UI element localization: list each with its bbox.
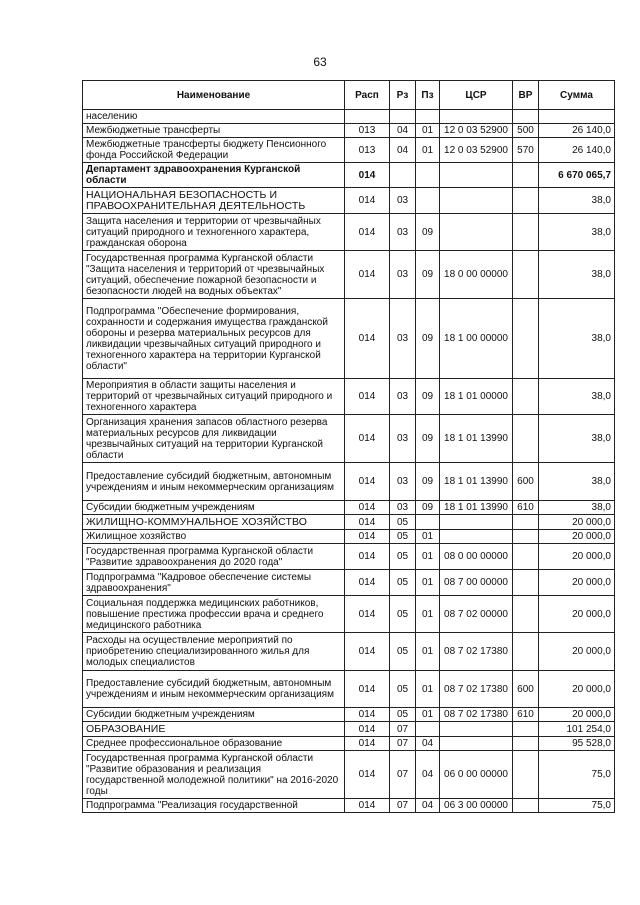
table-row (83, 251, 615, 299)
header-vr: ВР (513, 81, 539, 110)
cell-vr (513, 570, 539, 596)
cell-vr: 610 (513, 501, 539, 515)
table-row (83, 415, 615, 463)
cell-sum: 38,0 (539, 415, 615, 463)
table-row (83, 570, 615, 596)
cell-name: Межбюджетные трансферты (83, 124, 345, 138)
header-name: Наименование (83, 81, 345, 110)
cell-rz: 04 (390, 138, 416, 163)
cell-vr: 570 (513, 138, 539, 163)
cell-csr: 08 7 02 17380 (440, 671, 513, 708)
cell-rz: 07 (390, 751, 416, 799)
table-row (83, 671, 615, 708)
cell-vr (513, 751, 539, 799)
cell-csr: 18 1 01 00000 (440, 379, 513, 415)
cell-vr (513, 188, 539, 214)
cell-name: Государственная программа Курганской области "Защита населения и территорий от чрезвычайных ситуаций, обеспечение пожарной безопасности и безопасности людей на водных объектах" (83, 251, 345, 299)
cell-rz: 05 (390, 596, 416, 633)
cell-csr (440, 188, 513, 214)
cell-pz (416, 110, 440, 124)
cell-rz: 05 (390, 671, 416, 708)
cell-rz: 03 (390, 379, 416, 415)
cell-pz (416, 515, 440, 530)
cell-pz: 09 (416, 415, 440, 463)
cell-sum: 6 670 065,7 (539, 163, 615, 188)
cell-rasp: 013 (345, 124, 390, 138)
cell-pz: 01 (416, 570, 440, 596)
cell-vr (513, 251, 539, 299)
cell-name: Подпрограмма "Кадровое обеспечение системы здравоохранения" (83, 570, 345, 596)
cell-sum: 20 000,0 (539, 570, 615, 596)
cell-rasp: 014 (345, 633, 390, 671)
cell-vr (513, 110, 539, 124)
cell-sum: 20 000,0 (539, 530, 615, 544)
cell-vr (513, 737, 539, 751)
cell-name: Субсидии бюджетным учреждениям (83, 501, 345, 515)
cell-sum: 20 000,0 (539, 708, 615, 722)
cell-pz: 04 (416, 751, 440, 799)
cell-rasp: 013 (345, 138, 390, 163)
cell-rasp: 014 (345, 751, 390, 799)
cell-rz (390, 110, 416, 124)
cell-pz: 09 (416, 214, 440, 251)
cell-name: Расходы на осуществление мероприятий по приобретению специализированного жилья для молодых специалистов (83, 633, 345, 671)
cell-rasp: 014 (345, 163, 390, 188)
cell-pz: 01 (416, 596, 440, 633)
table-row (83, 124, 615, 138)
cell-name: Организация хранения запасов областного резерва материальных ресурсов для ликвидации чрезвычайных ситуаций на территории Курганской области (83, 415, 345, 463)
cell-sum: 38,0 (539, 501, 615, 515)
cell-pz: 09 (416, 379, 440, 415)
cell-csr (440, 214, 513, 251)
cell-pz (416, 163, 440, 188)
cell-vr (513, 544, 539, 570)
cell-rz: 05 (390, 633, 416, 671)
cell-name: Департамент здравоохранения Курганской области (83, 163, 345, 188)
cell-csr: 08 7 02 17380 (440, 708, 513, 722)
cell-sum: 20 000,0 (539, 633, 615, 671)
cell-name: Среднее профессиональное образование (83, 737, 345, 751)
cell-rz: 05 (390, 515, 416, 530)
cell-rz: 04 (390, 124, 416, 138)
cell-name: Жилищное хозяйство (83, 530, 345, 544)
cell-pz: 09 (416, 299, 440, 379)
cell-csr: 08 7 02 17380 (440, 633, 513, 671)
cell-rz: 07 (390, 722, 416, 737)
cell-csr (440, 163, 513, 188)
cell-pz: 01 (416, 124, 440, 138)
cell-csr: 08 7 00 00000 (440, 570, 513, 596)
table-row (83, 530, 615, 544)
cell-vr (513, 633, 539, 671)
table-row (83, 299, 615, 379)
cell-rasp: 014 (345, 570, 390, 596)
cell-csr: 12 0 03 52900 (440, 124, 513, 138)
cell-rz: 03 (390, 188, 416, 214)
cell-sum: 20 000,0 (539, 515, 615, 530)
cell-pz (416, 722, 440, 737)
cell-sum: 75,0 (539, 751, 615, 799)
table-row (83, 214, 615, 251)
cell-rz: 03 (390, 501, 416, 515)
cell-sum: 38,0 (539, 251, 615, 299)
cell-csr: 08 0 00 00000 (440, 544, 513, 570)
cell-rasp: 014 (345, 251, 390, 299)
cell-rasp: 014 (345, 515, 390, 530)
cell-rz: 05 (390, 570, 416, 596)
table-row (83, 138, 615, 163)
cell-sum: 38,0 (539, 379, 615, 415)
table-row (83, 163, 615, 188)
cell-sum: 38,0 (539, 214, 615, 251)
table-row (83, 737, 615, 751)
cell-name: населению (83, 110, 345, 124)
cell-name: ЖИЛИЩНО-КОММУНАЛЬНОЕ ХОЗЯЙСТВО (83, 515, 345, 530)
cell-sum: 20 000,0 (539, 671, 615, 708)
cell-sum: 101 254,0 (539, 722, 615, 737)
table-row (83, 188, 615, 214)
cell-rz: 03 (390, 299, 416, 379)
header-sum: Сумма (539, 81, 615, 110)
cell-vr (513, 299, 539, 379)
cell-pz: 01 (416, 671, 440, 708)
cell-vr (513, 214, 539, 251)
table-row (83, 463, 615, 501)
cell-vr (513, 722, 539, 737)
cell-name: Мероприятия в области защиты населения и территорий от чрезвычайных ситуаций природного и техногенного характера (83, 379, 345, 415)
cell-csr: 18 1 01 13990 (440, 501, 513, 515)
table-row (83, 544, 615, 570)
header-rasp: Расп (345, 81, 390, 110)
cell-pz: 01 (416, 633, 440, 671)
cell-pz: 09 (416, 251, 440, 299)
cell-csr: 18 0 00 00000 (440, 251, 513, 299)
cell-name: Государственная программа Курганской области "Развитие здравоохранения до 2020 года" (83, 544, 345, 570)
cell-csr: 18 1 01 13990 (440, 463, 513, 501)
cell-rasp: 014 (345, 501, 390, 515)
cell-rasp: 014 (345, 671, 390, 708)
cell-csr (440, 737, 513, 751)
cell-rz: 07 (390, 737, 416, 751)
cell-csr: 06 0 00 00000 (440, 751, 513, 799)
cell-csr (440, 515, 513, 530)
cell-pz: 01 (416, 530, 440, 544)
table-header-row (83, 81, 615, 110)
cell-rasp: 014 (345, 799, 390, 813)
table-row (83, 722, 615, 737)
cell-rasp: 014 (345, 708, 390, 722)
table-row (83, 515, 615, 530)
cell-rasp (345, 110, 390, 124)
cell-sum: 38,0 (539, 463, 615, 501)
cell-rasp: 014 (345, 188, 390, 214)
cell-rz: 07 (390, 799, 416, 813)
cell-rz: 05 (390, 530, 416, 544)
cell-csr: 06 3 00 00000 (440, 799, 513, 813)
cell-csr: 18 1 00 00000 (440, 299, 513, 379)
table-row (83, 379, 615, 415)
cell-rasp: 014 (345, 463, 390, 501)
cell-vr (513, 415, 539, 463)
cell-rz: 03 (390, 251, 416, 299)
cell-vr: 600 (513, 671, 539, 708)
cell-sum: 26 140,0 (539, 124, 615, 138)
cell-rasp: 014 (345, 530, 390, 544)
table-body (83, 110, 615, 813)
page-number: 63 (313, 55, 327, 69)
cell-pz: 09 (416, 463, 440, 501)
table-row (83, 751, 615, 799)
cell-pz: 04 (416, 737, 440, 751)
cell-name: Межбюджетные трансферты бюджету Пенсионного фонда Российской Федерации (83, 138, 345, 163)
cell-name: Подпрограмма "Реализация государственной (83, 799, 345, 813)
cell-name: Подпрограмма "Обеспечение формирования, сохранности и содержания имущества гражданской обороны и резерва материальных ресурсов для ликвидации чрезвычайных ситуаций природного и техногенного характера на территории Курганской области" (83, 299, 345, 379)
cell-vr: 610 (513, 708, 539, 722)
cell-rasp: 014 (345, 379, 390, 415)
cell-name: Предоставление субсидий бюджетным, автономным учреждениям и иным некоммерческим организациям (83, 671, 345, 708)
cell-sum: 20 000,0 (539, 544, 615, 570)
cell-csr (440, 722, 513, 737)
cell-name: ОБРАЗОВАНИЕ (83, 722, 345, 737)
table-row (83, 799, 615, 813)
cell-name: Социальная поддержка медицинских работников, повышение престижа профессии врача и среднего медицинского работника (83, 596, 345, 633)
cell-sum: 20 000,0 (539, 596, 615, 633)
cell-vr (513, 515, 539, 530)
cell-sum: 38,0 (539, 299, 615, 379)
cell-vr (513, 596, 539, 633)
cell-name: НАЦИОНАЛЬНАЯ БЕЗОПАСНОСТЬ И ПРАВООХРАНИТЕЛЬНАЯ ДЕЯТЕЛЬНОСТЬ (83, 188, 345, 214)
cell-rasp: 014 (345, 299, 390, 379)
cell-pz: 01 (416, 708, 440, 722)
cell-sum: 75,0 (539, 799, 615, 813)
cell-rasp: 014 (345, 214, 390, 251)
cell-rasp: 014 (345, 737, 390, 751)
cell-vr (513, 163, 539, 188)
cell-pz: 01 (416, 544, 440, 570)
cell-csr: 08 7 02 00000 (440, 596, 513, 633)
cell-rasp: 014 (345, 722, 390, 737)
table-row (83, 596, 615, 633)
cell-sum: 95 528,0 (539, 737, 615, 751)
cell-rasp: 014 (345, 544, 390, 570)
cell-name: Государственная программа Курганской области "Развитие образования и реализация государственной молодежной политики" на 2016-2020 годы (83, 751, 345, 799)
cell-rasp: 014 (345, 415, 390, 463)
cell-csr: 18 1 01 13990 (440, 415, 513, 463)
cell-pz (416, 188, 440, 214)
cell-name: Субсидии бюджетным учреждениям (83, 708, 345, 722)
budget-table (82, 80, 615, 813)
cell-pz: 04 (416, 799, 440, 813)
cell-name: Предоставление субсидий бюджетным, автономным учреждениям и иным некоммерческим организациям (83, 463, 345, 501)
cell-csr (440, 530, 513, 544)
cell-rz: 05 (390, 544, 416, 570)
table-row (83, 633, 615, 671)
table-row (83, 501, 615, 515)
cell-sum: 38,0 (539, 188, 615, 214)
cell-name: Защита населения и территории от чрезвычайных ситуаций природного и техногенного характера, гражданская оборона (83, 214, 345, 251)
cell-pz: 01 (416, 138, 440, 163)
cell-vr (513, 799, 539, 813)
cell-vr: 500 (513, 124, 539, 138)
cell-vr (513, 530, 539, 544)
cell-rasp: 014 (345, 596, 390, 633)
header-csr: ЦСР (440, 81, 513, 110)
header-pz: Пз (416, 81, 440, 110)
cell-csr: 12 0 03 52900 (440, 138, 513, 163)
cell-rz (390, 163, 416, 188)
cell-pz: 09 (416, 501, 440, 515)
cell-vr (513, 379, 539, 415)
cell-rz: 03 (390, 415, 416, 463)
cell-rz: 03 (390, 463, 416, 501)
table-row (83, 110, 615, 124)
table-row (83, 708, 615, 722)
cell-rz: 05 (390, 708, 416, 722)
cell-sum (539, 110, 615, 124)
header-rz: Рз (390, 81, 416, 110)
cell-vr: 600 (513, 463, 539, 501)
cell-rz: 03 (390, 214, 416, 251)
cell-sum: 26 140,0 (539, 138, 615, 163)
cell-csr (440, 110, 513, 124)
